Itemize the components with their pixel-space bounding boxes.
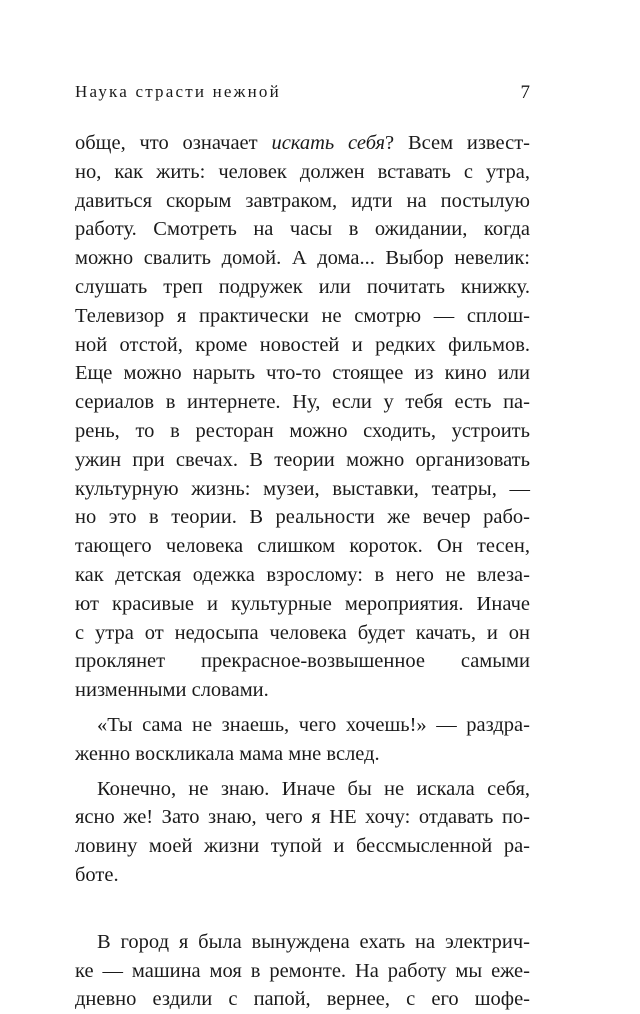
text-line: В город я была вынуждена ехать на электрич- [97, 930, 530, 953]
section-break [75, 890, 530, 928]
running-head [75, 82, 530, 106]
text-line: проклянет прекрасное-возвышенное самыми [75, 650, 530, 673]
paragraph-1 [75, 129, 530, 705]
text-line: рень, то в ресторан можно сходить, устроить [75, 419, 530, 442]
text-segment: ? Всем извест- [385, 132, 530, 154]
text-line: низменными словами. [75, 679, 269, 702]
italic-phrase: искать себя [271, 132, 386, 154]
text-line: с утра от недосыпа человека будет качать, и он [75, 621, 530, 644]
text-line: культурную жизнь: музеи, выставки, театры, — [75, 477, 530, 500]
text-line: давиться скорым завтраком, идти на постылую [75, 189, 530, 212]
text-line: работу. Смотреть на часы в ожидании, когда [75, 218, 530, 241]
paragraph-3 [75, 775, 530, 890]
text-line: Телевизор я практически не смотрю — сплош- [75, 304, 530, 327]
text-line: можно свалить домой. А дома... Выбор невелик: [75, 247, 530, 270]
running-title: Наука страсти нежной [75, 82, 281, 101]
text-line: Конечно, не знаю. Иначе бы не искала себя, [97, 777, 530, 800]
body-text [75, 129, 530, 1014]
text-line: ной отстой, кроме новостей и редких фильмов. [75, 333, 530, 356]
text-line: Еще можно нарыть что-то стоящее из кино или [75, 362, 530, 385]
text-line: но это в теории. В реальности же вечер рабо- [75, 506, 530, 529]
text-line: ужин при свечах. В теории можно организовать [75, 448, 530, 471]
text-line: женно воскликала мама мне вслед. [75, 742, 380, 765]
text-line: но, как жить: человек должен вставать с утра, [75, 160, 530, 183]
text-line: ке — машина моя в ремонте. На работу мы еже- [75, 959, 530, 982]
text-line: «Ты сама не знаешь, чего хочешь!» — раздра- [97, 713, 530, 736]
text-segment: обще, что означает [75, 132, 272, 154]
text-line: как детская одежка взрослому: в него не влеза- [75, 563, 530, 586]
paragraph-2 [75, 711, 530, 769]
text-line [75, 129, 530, 158]
text-line: ясно же! Зато знаю, чего я НЕ хочу: отдавать по- [75, 806, 530, 829]
text-line: боте. [75, 863, 119, 886]
text-line: слушать треп подружек или почитать книжку. [75, 275, 530, 298]
text-line: ют красивые и культурные мероприятия. Иначе [75, 592, 530, 615]
paragraph-4 [75, 928, 530, 1014]
text-line: сериалов в интернете. Ну, если у тебя есть па- [75, 391, 530, 414]
text-line: ловину моей жизни тупой и бессмысленной ра- [75, 835, 530, 858]
page-number: 7 [520, 82, 530, 103]
text-line: дневно ездили с папой, вернее, с его шофе- [75, 988, 530, 1011]
text-line: тающего человека слишком короток. Он тесен, [75, 535, 530, 558]
